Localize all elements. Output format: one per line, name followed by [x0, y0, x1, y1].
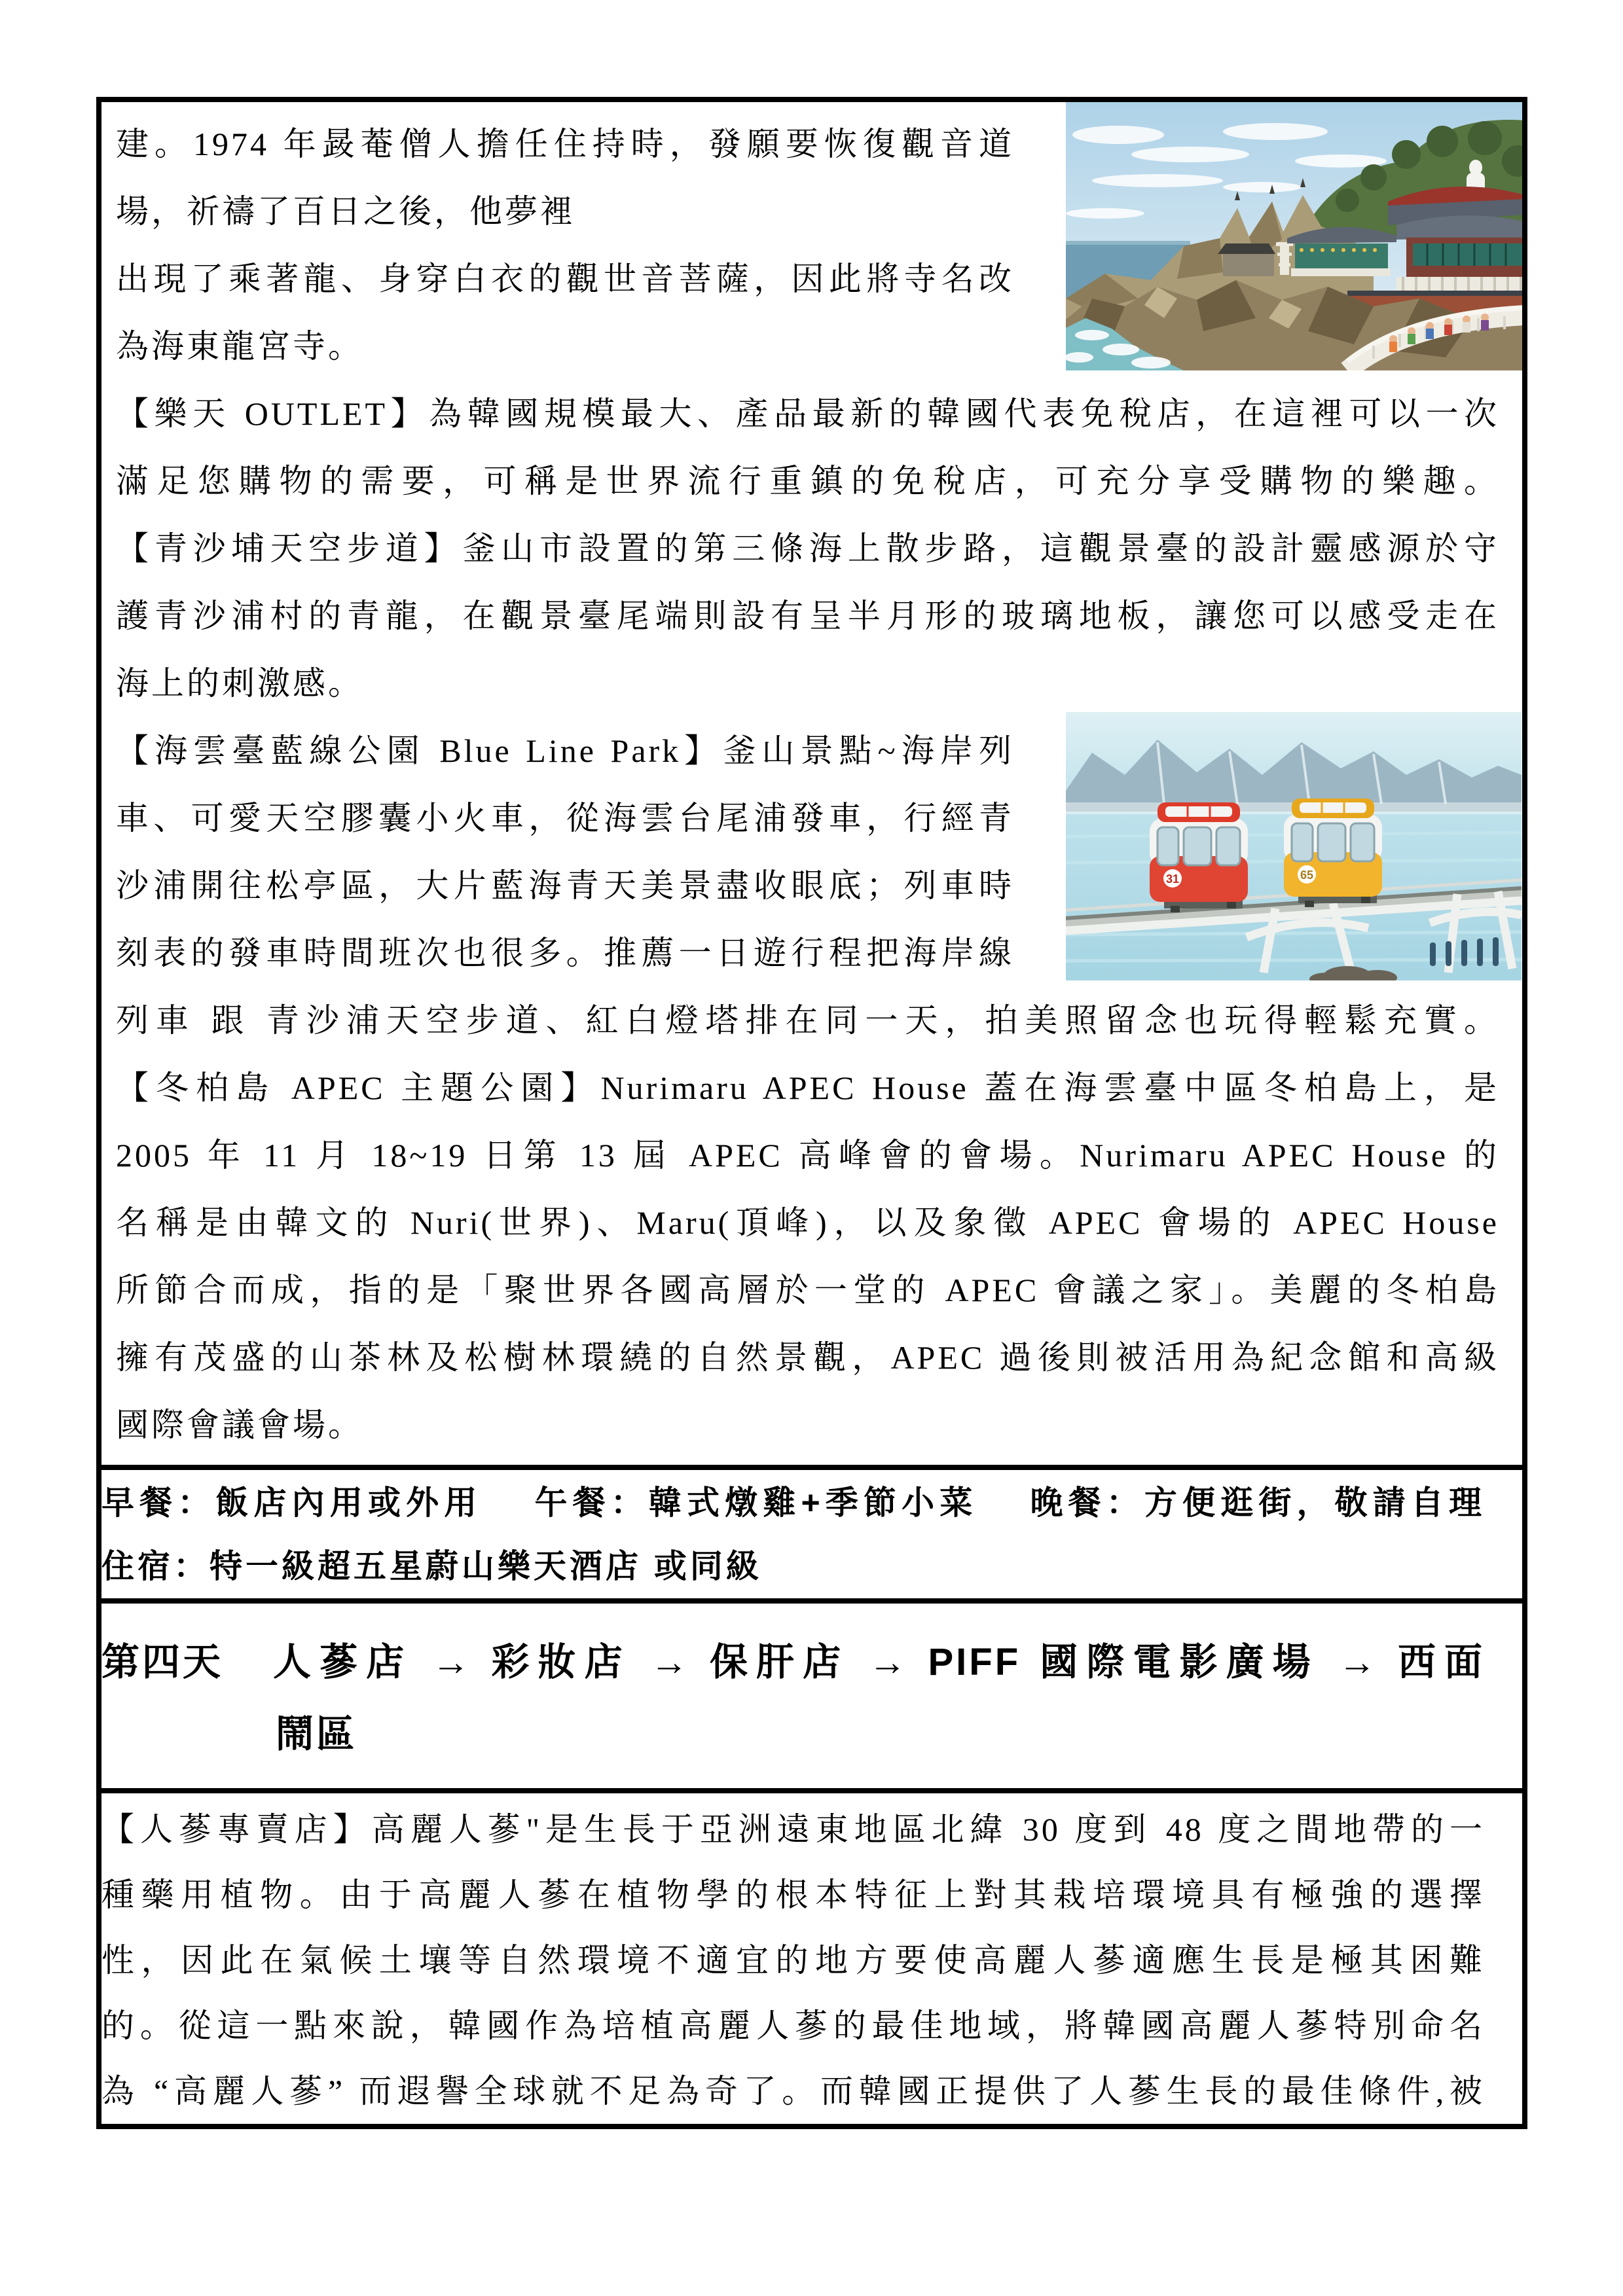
text-line: 建。1974 年晸菴僧人擔任住持時，發願要恢復觀音道: [116, 126, 1014, 162]
text-line: 沙浦開往松亭區，大片藍海青天美景盡收眼底；列車時: [116, 867, 1014, 904]
ginseng-section: [101, 1793, 1522, 2124]
text-line: 性，因此在氣候土壤等自然環境不適宜的地方要使高麗人蔘適應生長是極其困難: [101, 1942, 1485, 1979]
text-line: 滿足您購物的需要，可稱是世界流行重鎮的免稅店，可充分享受購物的樂趣。: [116, 463, 1499, 499]
row-divider: [101, 1598, 1522, 1604]
text-line: 為海東龍宮寺。: [116, 328, 363, 365]
text-line: 出現了乘著龍、身穿白衣的觀世音菩薩，因此將寺名改: [116, 260, 1014, 297]
text-line: 為 “高麗人蔘” 而遐譽全球就不足為奇了。而韓國正提供了人蔘生長的最佳條件,被: [101, 2073, 1485, 2109]
red-car-number: 31: [1165, 872, 1180, 886]
lodging-line: 住宿：特一級超五星蔚山樂天酒店 或同級: [101, 1548, 762, 1585]
ginseng-paragraphs: [101, 1797, 1522, 2124]
text-line: 種藥用植物。由于高麗人蔘在植物學的根本特征上對其栽培環境具有極強的選擇: [101, 1876, 1485, 1913]
meals-section: [101, 1470, 1522, 1598]
itinerary-table: [96, 97, 1527, 2129]
text-line: 擁有茂盛的山茶林及松樹林環繞的自然景觀，APEC 過後則被活用為紀念館和高級: [116, 1339, 1499, 1376]
day4-title-line: [101, 1626, 1485, 1698]
text-line: 所節合而成，指的是「聚世界各國高層於一堂的 APEC 會議之家」。美麗的冬柏島: [116, 1272, 1499, 1308]
day4-label: 第四天: [101, 1641, 224, 1683]
text-line: 2005 年 11 月 18~19 日第 13 屆 APEC 高峰會的會場。Nurimaru APEC House 的: [116, 1137, 1499, 1174]
text-line: 的。從這一點來說，韓國作為培植高麗人蔘的最佳地域，將韓國高麗人蔘特別命名: [101, 2007, 1485, 2044]
text-line: 【樂天 OUTLET】為韓國規模最大、產品最新的韓國代表免稅店，在這裡可以一次: [116, 395, 1499, 432]
day3-paragraphs: [101, 102, 1522, 1459]
text-line: 車、可愛天空膠囊小火車，從海雲台尾浦發車，行經青: [116, 800, 1014, 836]
meals-line: 早餐：飯店內用或外用 午餐：韓式燉雞+季節小菜 晚餐：方便逛街，敬請自理: [101, 1484, 1485, 1521]
yellow-car-number: 65: [1300, 869, 1314, 882]
text-line: 【海雲臺藍線公園 Blue Line Park】釜山景點~海岸列: [116, 732, 1014, 769]
day3-description-section: [101, 102, 1522, 1465]
text-line: 國際會議會場。: [116, 1407, 363, 1443]
text-line: 【青沙埔天空步道】釜山市設置的第三條海上散步路，這觀景臺的設計靈感源於守: [116, 530, 1499, 567]
row-divider: [101, 1788, 1522, 1793]
text-line: 【人蔘專賣店】高麗人蔘"是生長于亞洲遠東地區北緯 30 度到 48 度之間地帶的一: [101, 1811, 1485, 1848]
text-line: 【冬柏島 APEC 主題公園】Nurimaru APEC House 蓋在海雲臺中區冬柏島上，是: [116, 1069, 1499, 1106]
row-divider: [101, 1465, 1522, 1470]
day4-route-continuation: 鬧區: [276, 1713, 357, 1755]
text-line: 海上的刺激感。: [116, 665, 363, 702]
text-line: 刻表的發車時間班次也很多。推薦一日遊行程把海岸線: [116, 935, 1014, 971]
text-line: 名稱是由韓文的 Nuri(世界)、Maru(頂峰)，以及象徵 APEC 會場的 APEC House: [116, 1204, 1499, 1241]
text-line: 列車 跟 青沙浦天空步道、紅白燈塔排在同一天，拍美照留念也玩得輕鬆充實。: [116, 1002, 1499, 1039]
day4-route: 人蔘店 → 彩妝店 → 保肝店 → PIFF 國際電影廣場 → 西面: [273, 1641, 1485, 1683]
day4-header-section: [101, 1604, 1522, 1788]
text-line: 場，祈禱了百日之後，他夢裡: [116, 193, 575, 230]
text-line: 護青沙浦村的青龍，在觀景臺尾端則設有呈半月形的玻璃地板，讓您可以感受走在: [116, 598, 1499, 634]
